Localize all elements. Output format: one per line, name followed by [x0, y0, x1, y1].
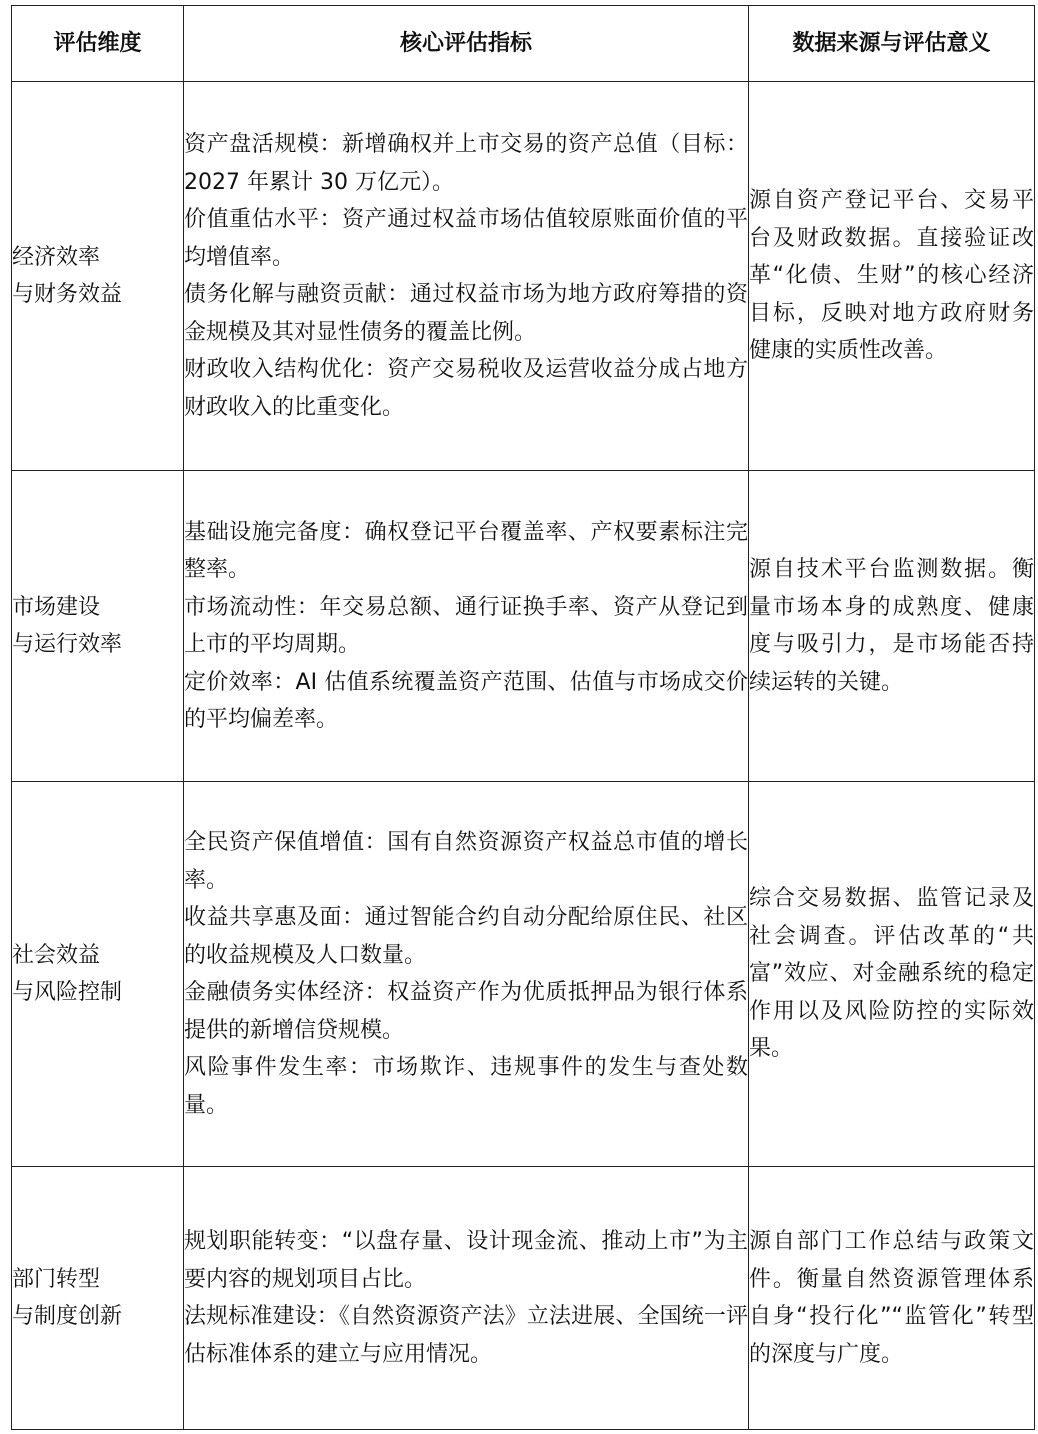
- dimension-label: 与风险控制: [12, 980, 123, 1005]
- indicator-item: 法规标准建设：《自然资源资产法》立法进展、全国统一评估标准体系的建立与应用情况。: [184, 1304, 748, 1367]
- source-text: 综合交易数据、监管记录及社会调查。评估改革的“共富”效应、对金融系统的稳定作用以及风险防控的实际效果。: [749, 886, 1034, 1062]
- dimension-label: 经济效率: [12, 245, 101, 270]
- dimension-label: 社会效益: [12, 943, 101, 968]
- dimension-label: 与运行效率: [12, 632, 123, 657]
- indicator-item: 价值重估水平：资产通过权益市场估值较原账面价值的平均增值率。: [184, 207, 748, 270]
- table-row: [12, 82, 1035, 471]
- indicator-item: 全民资产保值增值：国有自然资源资产权益总市值的增长率。: [184, 830, 748, 893]
- dimension-label: 市场建设: [12, 595, 101, 620]
- dimension-label: 与财务效益: [12, 282, 123, 307]
- indicator-item: 财政收入结构优化：资产交易税收及运营收益分成占地方财政收入的比重变化。: [184, 357, 748, 420]
- indicator-item: 基础设施完备度：确权登记平台覆盖率、产权要素标注完整率。: [184, 519, 748, 582]
- header-source: 数据来源与评估意义: [749, 6, 1035, 82]
- indicator-item: 金融债务实体经济：权益资产作为优质抵押品为银行体系提供的新增信贷规模。: [184, 980, 748, 1043]
- evaluation-table: [11, 5, 1035, 1430]
- header-indicators: 核心评估指标: [184, 6, 749, 82]
- indicator-item: 市场流动性：年交易总额、通行证换手率、资产从登记到上市的平均周期。: [184, 594, 748, 657]
- indicator-item: 风险事件发生率：市场欺诈、违规事件的发生与查处数量。: [184, 1055, 748, 1118]
- dimension-cell: [12, 82, 184, 471]
- dimension-cell: [12, 471, 184, 782]
- indicator-item: 资产盘活规模：新增确权并上市交易的资产总值（目标：2027 年累计 30 万亿元）。: [184, 132, 748, 195]
- table-row: [12, 471, 1035, 782]
- table-row: [12, 782, 1035, 1167]
- dimension-cell: [12, 782, 184, 1167]
- source-cell: [749, 782, 1035, 1167]
- indicator-item: 债务化解与融资贡献：通过权益市场为地方政府筹措的资金规模及其对显性债务的覆盖比例。: [184, 282, 748, 345]
- table-row: [12, 1167, 1035, 1430]
- source-cell: [749, 82, 1035, 471]
- table-header-row: [12, 6, 1035, 82]
- header-dimension: 评估维度: [12, 6, 184, 82]
- indicator-item: 规划职能转变：“以盘存量、设计现金流、推动上市”为主要内容的规划项目占比。: [184, 1229, 748, 1292]
- indicator-item: 收益共享惠及面：通过智能合约自动分配给原住民、社区的收益规模及人口数量。: [184, 905, 748, 968]
- source-text: 源自技术平台监测数据。衡量市场本身的成熟度、健康度与吸引力，是市场能否持续运转的关键。: [749, 557, 1034, 695]
- indicator-item: 定价效率：AI 估值系统覆盖资产范围、估值与市场成交价的平均偏差率。: [184, 669, 748, 732]
- dimension-cell: [12, 1167, 184, 1430]
- indicators-cell: [184, 1167, 749, 1430]
- dimension-label: 部门转型: [12, 1267, 101, 1292]
- source-cell: [749, 471, 1035, 782]
- dimension-label: 与制度创新: [12, 1304, 123, 1329]
- indicators-cell: [184, 471, 749, 782]
- indicators-cell: [184, 82, 749, 471]
- source-cell: [749, 1167, 1035, 1430]
- indicators-cell: [184, 782, 749, 1167]
- source-text: 源自资产登记平台、交易平台及财政数据。直接验证改革“化债、生财”的核心经济目标，反映对地方政府财务健康的实质性改善。: [749, 188, 1034, 364]
- source-text: 源自部门工作总结与政策文件。衡量自然资源管理体系自身“投行化”“监管化”转型的深度与广度。: [749, 1229, 1034, 1367]
